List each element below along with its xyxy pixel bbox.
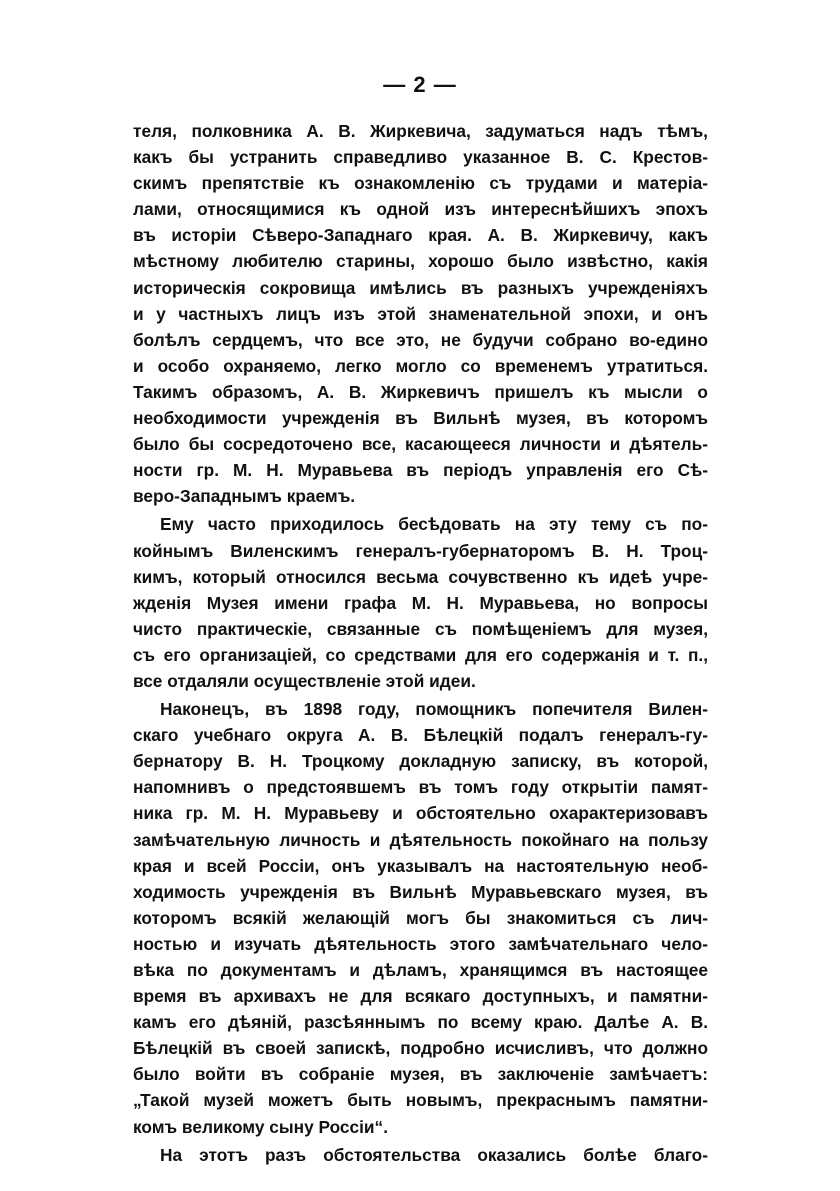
text-line: Такимъ образомъ, А. В. Жиркевичъ пришелъ къ мысли о	[133, 381, 708, 402]
text-line: комъ великому сыну Россіи“.	[133, 1116, 388, 1137]
text-line: лами, относящимися къ одной изъ интереснѣйшихъ эпохъ	[133, 199, 708, 220]
text-line: болѣлъ сердцемъ, что все это, не будучи собрано во-едино	[133, 329, 708, 350]
paragraph-2	[133, 511, 708, 694]
text-line: края и всей Россіи, онъ указывалъ на настоятельную необ-	[133, 855, 708, 876]
text-line: въ исторіи Сѣверо-Западнаго края. А. В. Жиркевичу, какъ	[133, 225, 708, 246]
text-line: веро-Западнымъ краемъ.	[133, 486, 356, 507]
body-text	[133, 118, 708, 1168]
text-line: ности гр. М. Н. Муравьева въ періодъ управленія его Сѣ-	[133, 460, 708, 481]
text-line: Ему часто приходилось бесѣдовать на эту тему съ по-	[160, 514, 708, 535]
text-line: и особо охраняемо, легко могло со временемъ утратиться.	[133, 355, 708, 376]
text-line: „Такой музей можетъ быть новымъ, прекраснымъ памятни-	[133, 1090, 708, 1111]
text-line: койнымъ Виленскимъ генералъ-губернаторомъ В. Н. Троц-	[133, 540, 708, 561]
text-line: На этотъ разъ обстоятельства оказались болѣе благо-	[160, 1144, 708, 1165]
text-line: камъ его дѣяній, разсѣяннымъ по всему краю. Далѣе А. В.	[133, 1012, 708, 1033]
text-line: историческія сокровища имѣлись въ разныхъ учрежденіяхъ	[133, 277, 708, 298]
text-line: было войти въ собраніе музея, въ заключеніе замѣчаетъ:	[133, 1064, 708, 1085]
paragraph-4	[133, 1142, 708, 1168]
text-line: было бы сосредоточено все, касающееся личности и дѣятель-	[133, 434, 708, 455]
paragraph-1	[133, 118, 708, 509]
text-line: мѣстному любителю старины, хорошо было извѣстно, какія	[133, 251, 708, 272]
text-line: время въ архивахъ не для всякаго доступныхъ, и памятни-	[133, 986, 708, 1007]
text-line: скаго учебнаго округа А. В. Бѣлецкій подалъ генералъ-гу-	[133, 725, 708, 746]
page-number: — 2 —	[383, 72, 457, 97]
text-line: замѣчательную личность и дѣятельность покойнаго на пользу	[133, 829, 708, 850]
text-line: вѣка по документамъ и дѣламъ, хранящимся въ настоящее	[133, 960, 708, 980]
text-line: кимъ, который относился весьма сочувственно къ идеѣ учре-	[133, 566, 708, 587]
text-line: ника гр. М. Н. Муравьеву и обстоятельно охарактеризовавъ	[133, 803, 708, 824]
text-line: чисто практическіе, связанные съ помѣщеніемъ для музея,	[133, 618, 708, 639]
text-line: которомъ всякій желающій могъ бы знакомиться съ лич-	[133, 907, 708, 928]
text-line: Наконецъ, въ 1898 году, помощникъ попечителя Вилен-	[160, 699, 708, 720]
text-line: ходимость учрежденія въ Вильнѣ Муравьевскаго музея, въ	[133, 881, 708, 902]
text-line: скимъ препятствіе къ ознакомленію съ трудами и матеріа-	[133, 173, 708, 194]
text-line: и у частныхъ лицъ изъ этой знаменательной эпохи, и онъ	[133, 303, 708, 324]
text-line: съ его организаціей, со средствами для его содержанія и т. п.,	[133, 644, 708, 665]
text-line: какъ бы устранить справедливо указанное В. С. Крестов-	[133, 147, 708, 168]
text-line: теля, полковника А. В. Жиркевича, задуматься надъ тѣмъ,	[133, 121, 708, 141]
text-line: бернатору В. Н. Троцкому докладную записку, въ которой,	[133, 751, 708, 772]
text-line: все отдаляли осуществленіе этой идеи.	[133, 670, 476, 691]
text-line: необходимости учрежденія въ Вильнѣ музея, въ которомъ	[133, 408, 708, 429]
text-line: Бѣлецкій въ своей запискѣ, подробно исчисливъ, что должно	[133, 1038, 708, 1059]
text-line: ностью и изучать дѣятельность этого замѣчательнаго чело-	[133, 933, 708, 954]
paragraph-3	[133, 696, 708, 1140]
text-line: напомнивъ о предстоявшемъ въ томъ году открытіи памят-	[133, 777, 708, 798]
text-line: жденія Музея имени графа М. Н. Муравьева, но вопросы	[133, 592, 708, 613]
